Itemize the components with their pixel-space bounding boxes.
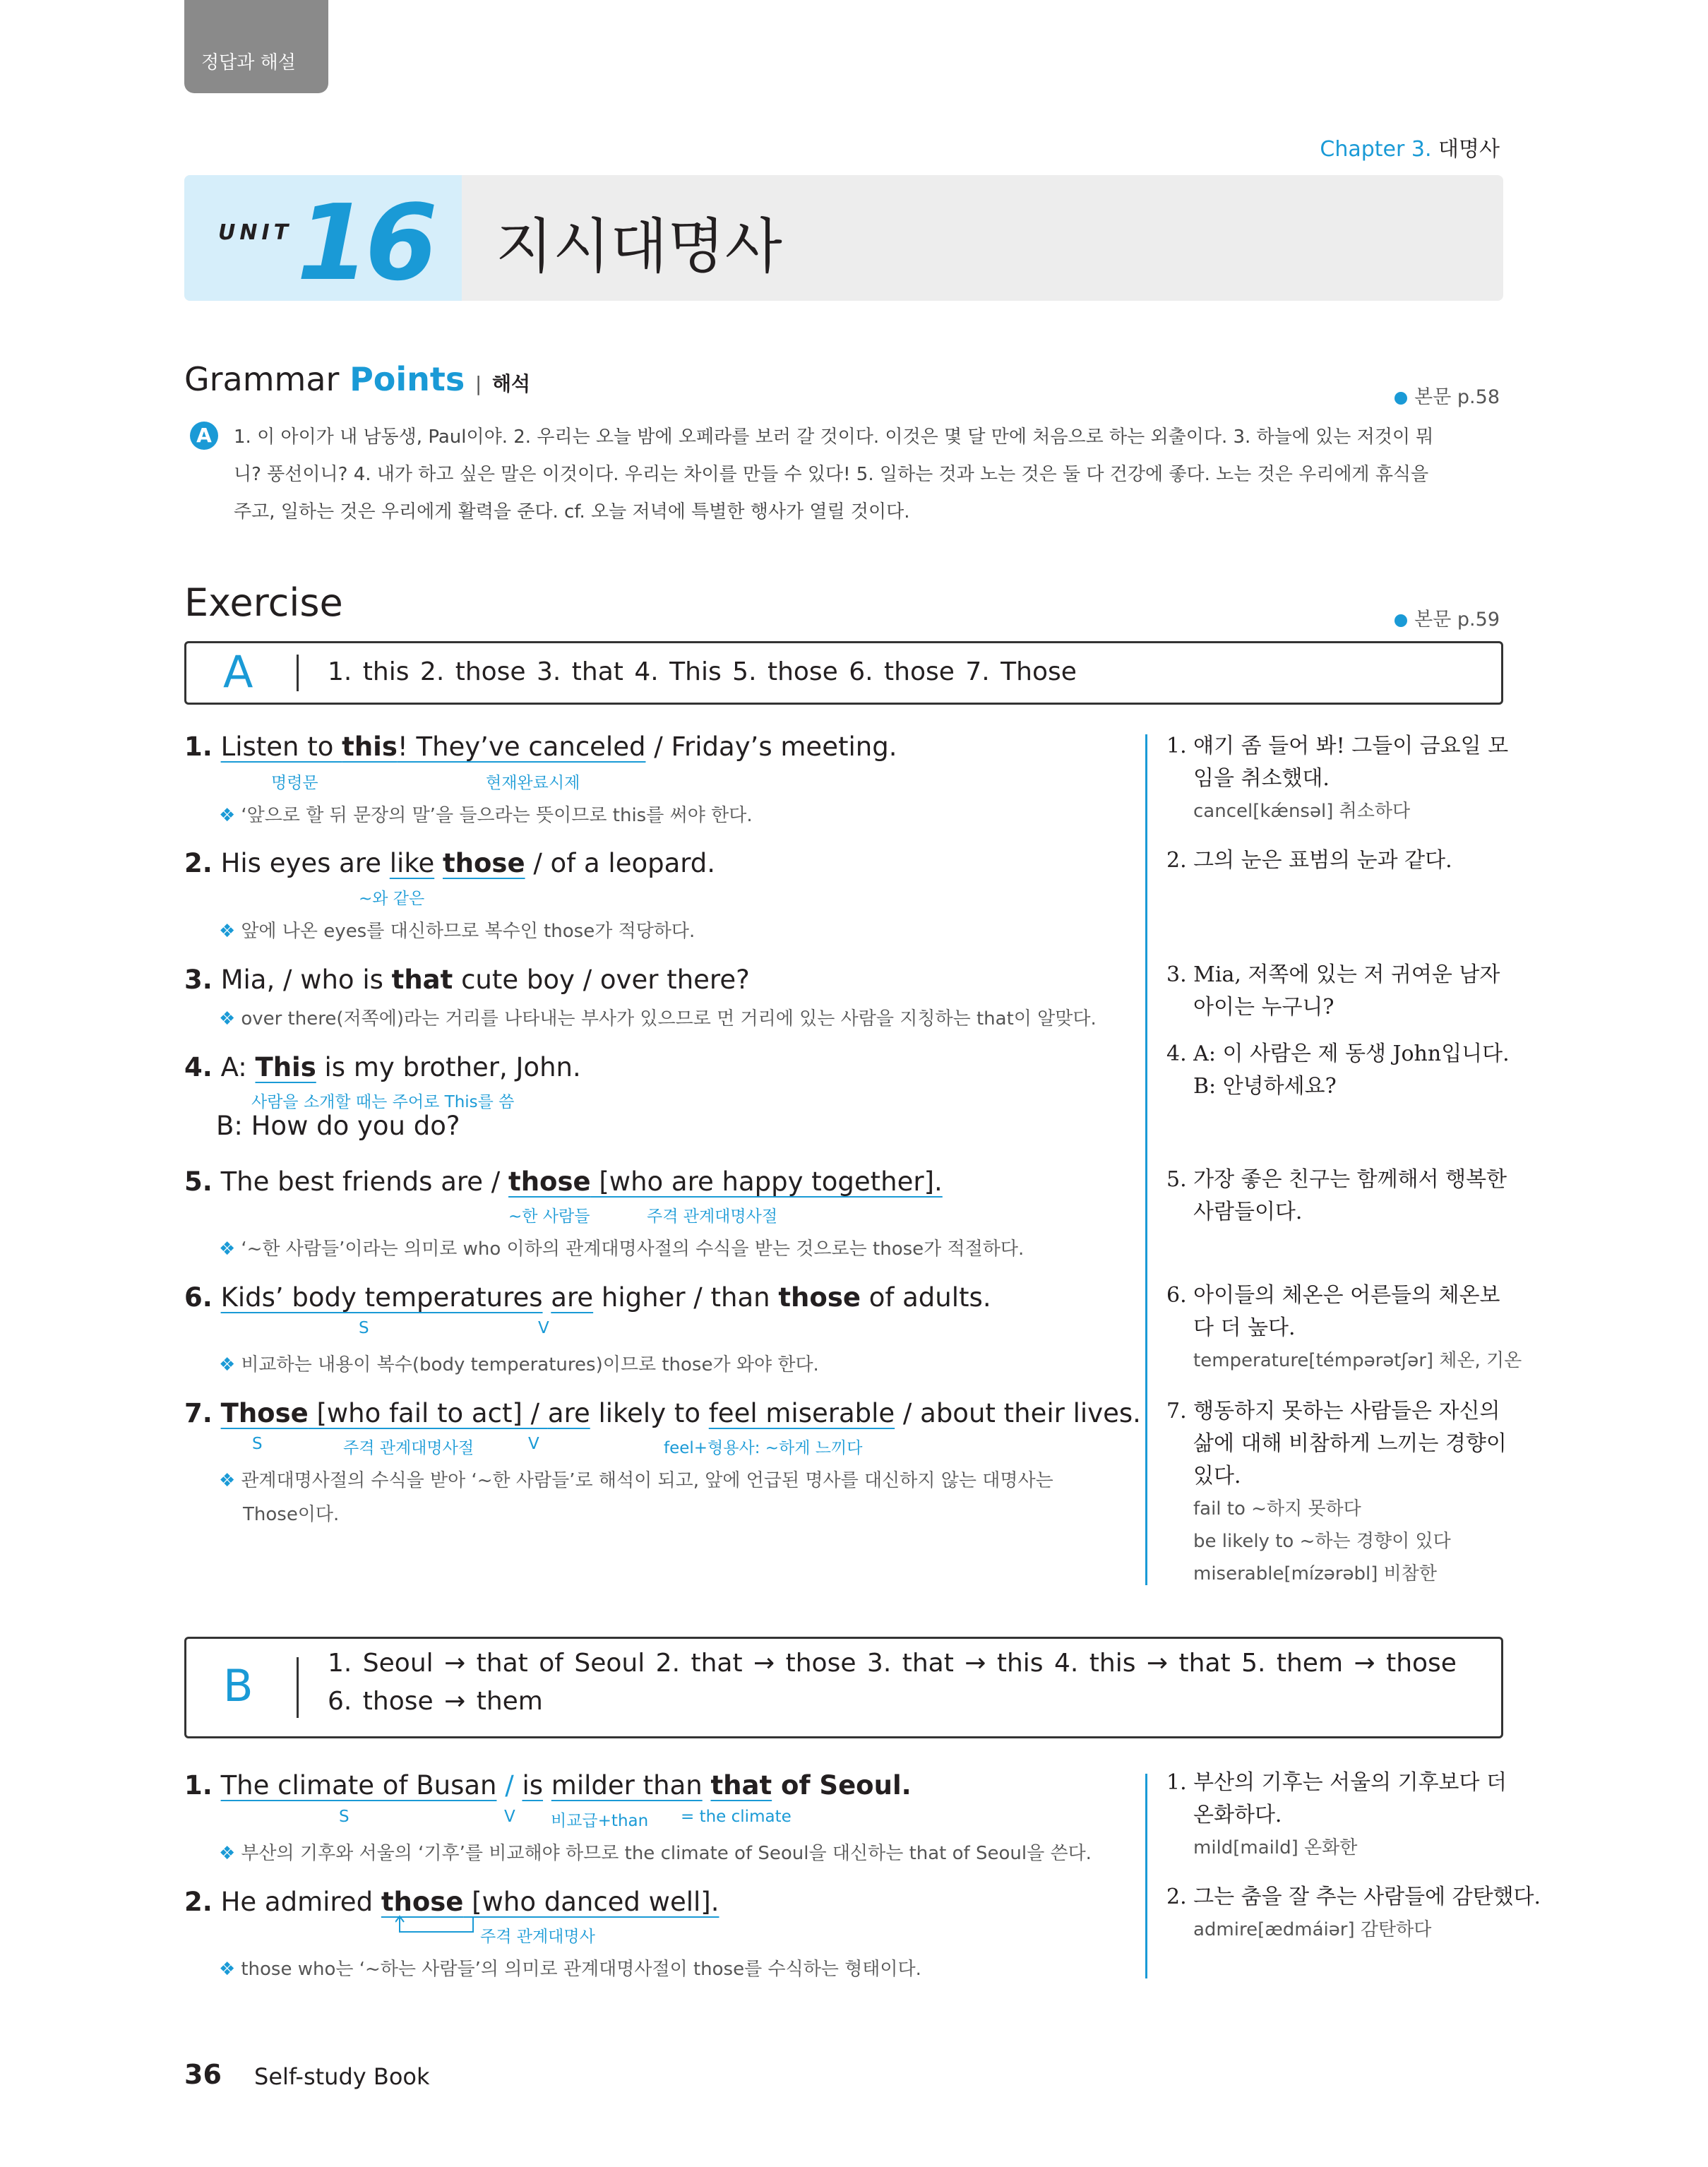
question-a-5 (184, 1166, 943, 1197)
q-verb: are (547, 1398, 590, 1428)
tr-vocab: cancel[kǽnsəl] 취소하다 (1193, 801, 1411, 822)
q-text: Mia, / who is (220, 965, 392, 995)
question-b-1 (184, 1770, 912, 1801)
question-a-3 (184, 965, 750, 995)
q-answer: those (508, 1166, 591, 1197)
q-explanation (219, 1839, 1092, 1865)
q-number: 2. (184, 848, 213, 878)
question-a-2 (184, 848, 715, 878)
diamond-bullet-icon: ❖ (219, 1008, 236, 1029)
q-text: / Friday’s meeting. (645, 732, 897, 762)
q-answer: those (778, 1282, 861, 1313)
tr-line: 6. 아이들의 체온은 어른들의 체온보 (1166, 1283, 1500, 1308)
tr-line: 다 더 높다. (1193, 1315, 1296, 1340)
q-number: 5. (184, 1166, 213, 1197)
q-note: 주격 관계대명사절 (343, 1439, 474, 1457)
tr-line: 1. 얘기 좀 들어 봐! 그들이 금요일 모 (1166, 734, 1509, 758)
q-note: = the climate (681, 1808, 792, 1826)
grammar-title-b: Points (350, 360, 465, 398)
q-explanation-cont: Those이다. (243, 1504, 340, 1525)
q-text: The best friends are / (220, 1166, 509, 1197)
q-note: V (528, 1435, 539, 1453)
tr-line: 5. 가장 좋은 친구는 함께해서 행복한 (1166, 1167, 1507, 1192)
q-exp-text: 부산의 기후와 서울의 ‘기후’를 비교해야 하므로 the climate of Seoul을 대신하는 that of Seoul을 쓴다. (241, 1843, 1092, 1864)
tr-line: 사람들이다. (1193, 1200, 1303, 1224)
q-answer: that (391, 965, 453, 995)
diamond-bullet-icon: ❖ (219, 1470, 236, 1491)
section-a-marker: A (190, 422, 218, 450)
tr-vocab: be likely to ~하는 경향이 있다 (1193, 1531, 1451, 1552)
grammar-title-sub: 해석 (491, 372, 531, 395)
question-a-1 (184, 732, 897, 762)
q-note: feel+형용사: ~하게 느끼다 (664, 1439, 863, 1457)
q-text: is my brother, John. (316, 1052, 581, 1082)
q-text: likely to (590, 1398, 709, 1428)
tr-line: 4. A: 이 사람은 제 동생 John입니다. (1166, 1041, 1510, 1066)
q-verb: is (522, 1770, 544, 1801)
q-number: 7. (184, 1398, 213, 1428)
q-text: / about their lives. (895, 1398, 1141, 1428)
bullet-dot-icon (1395, 392, 1407, 405)
tr-line: 1. 부산의 기후는 서울의 기후보다 더 (1166, 1770, 1507, 1795)
q-exp-text: 관계대명사절의 수식을 받아 ‘~한 사람들’로 해석이 되고, 앞에 언급된 명사를 대신하지 않는 대명사는 (241, 1470, 1053, 1491)
q-text: His eyes are (220, 848, 390, 878)
q-note: S (359, 1319, 369, 1337)
q-number: 2. (184, 1887, 213, 1917)
question-b-2 (184, 1887, 719, 1917)
grammar-points-title (184, 360, 530, 398)
q-subject: Kids’ body temperatures (220, 1282, 543, 1313)
tr-vocab: miserable[mízərəbl] 비참한 (1193, 1563, 1437, 1584)
q-answer: of Seoul. (772, 1770, 912, 1801)
tab-label: 정답과 해설 (201, 52, 296, 73)
translation-a-4 (1166, 1038, 1510, 1103)
answer-box-a (184, 641, 1503, 705)
grammar-line-3: 주고, 일하는 것은 우리에게 활력을 준다. cf. 오늘 저녁에 특별한 행사가 열릴 것이다. (234, 501, 910, 523)
exercise-ref-text: 본문 p.59 (1414, 609, 1500, 631)
q-verb: are (551, 1282, 594, 1313)
q-explanation (219, 1350, 819, 1376)
q-answer: that (710, 1770, 772, 1801)
tr-line: 임을 취소했대. (1193, 766, 1330, 791)
q-text: Listen to (220, 732, 342, 762)
q-number: 1. (184, 1770, 213, 1801)
q-text: milder than (551, 1770, 703, 1801)
q-note: 사람을 소개할 때는 주어로 This를 씀 (251, 1093, 515, 1111)
q-text: ! They’ve canceled (397, 732, 646, 762)
q-exp-text: those who는 ‘~하는 사람들’의 의미로 관계대명사절이 those를 수식하는 형태이다. (241, 1959, 921, 1980)
diamond-bullet-icon: ❖ (219, 1238, 236, 1260)
q-answer: this (342, 732, 398, 762)
q-answer: those (442, 848, 525, 878)
q-exp-text: ‘앞으로 할 뒤 문장의 말’을 들으라는 뜻이므로 this를 써야 한다. (241, 805, 753, 826)
translation-b-1 (1166, 1767, 1507, 1864)
q-exp-text: 앞에 나온 eyes를 대신하므로 복수인 those가 적당하다. (241, 921, 695, 942)
answer-box-a-letter: A (223, 646, 253, 698)
tr-vocab: temperature[témpərətʃər] 체온, 기온 (1193, 1350, 1522, 1371)
q-note: S (252, 1435, 263, 1453)
q-note: 명령문 (271, 774, 318, 792)
question-a-4-b: B: How do you do? (216, 1111, 460, 1141)
unit-number: 16 (297, 182, 434, 304)
q-number: 3. (184, 965, 213, 995)
tr-line: 온화하다. (1193, 1803, 1282, 1827)
answer-box-a-answers: 1. this 2. those 3. that 4. This 5. those 6. those 7. Those (328, 657, 1077, 686)
diamond-bullet-icon: ❖ (219, 805, 236, 826)
q-number: 4. (184, 1052, 213, 1082)
grammar-title-a: Grammar (184, 360, 340, 398)
footer-label: Self-study Book (254, 2063, 430, 2090)
grammar-ref-text: 본문 p.58 (1414, 386, 1500, 408)
q-note: ~와 같은 (359, 890, 425, 908)
q-text: A: (220, 1052, 256, 1082)
translation-divider-b (1145, 1774, 1147, 1978)
tr-line: B: 안녕하세요? (1193, 1074, 1337, 1099)
q-note: V (538, 1319, 549, 1337)
q-answer: Those (220, 1398, 309, 1428)
answer-box-b-answers-2: 6. those → them (328, 1687, 543, 1716)
q-slash: / (496, 1770, 522, 1801)
tr-vocab: admire[ædmáiər] 감탄하다 (1193, 1919, 1432, 1940)
q-number: 1. (184, 732, 213, 762)
q-text: He admired (220, 1887, 381, 1917)
chapter-heading (1320, 131, 1500, 162)
answer-box-b (184, 1637, 1503, 1738)
q-text: [who fail to act] / (308, 1398, 548, 1428)
arrow-connector-icon (395, 1915, 480, 1939)
q-text: cute boy / over there? (453, 965, 750, 995)
bullet-dot-icon (1395, 614, 1407, 627)
q-note: 현재완료시제 (486, 774, 580, 792)
translation-a-2: 2. 그의 눈은 표범의 눈과 같다. (1166, 848, 1452, 873)
tr-line: 삶에 대해 비참하게 느끼는 경향이 (1193, 1431, 1507, 1456)
tr-line: 7. 행동하지 못하는 사람들은 자신의 (1166, 1399, 1500, 1423)
q-text: feel miserable (708, 1398, 895, 1428)
answer-box-b-answers-1: 1. Seoul → that of Seoul 2. that → those 3. that → this 4. this → that 5. them → those (328, 1649, 1457, 1678)
diamond-bullet-icon: ❖ (219, 1843, 236, 1864)
q-text: of adults. (860, 1282, 991, 1313)
q-text: [who danced well]. (463, 1887, 719, 1917)
translation-a-7 (1166, 1395, 1507, 1590)
translation-a-5 (1166, 1164, 1507, 1229)
q-number: 6. (184, 1282, 213, 1313)
grammar-page-ref (1395, 381, 1500, 409)
grammar-line-1: 1. 이 아이가 내 남동생, Paul이야. 2. 우리는 오늘 밤에 오페라를 보러 갈 것이다. 이것은 몇 달 만에 처음으로 하는 외출이다. 3. 하늘에 있는 저것이 뭐 (234, 426, 1434, 448)
q-note: V (504, 1808, 515, 1826)
q-text: higher / than (593, 1282, 779, 1313)
question-a-4 (184, 1052, 581, 1082)
q-note: ~한 사람들 (508, 1207, 590, 1226)
tr-vocab: mild[maild] 온화한 (1193, 1837, 1358, 1858)
q-explanation (219, 1004, 1097, 1030)
question-a-7 (184, 1398, 1141, 1428)
diamond-bullet-icon: ❖ (219, 1959, 236, 1980)
translation-a-6 (1166, 1279, 1522, 1377)
q-explanation (219, 801, 753, 827)
tr-vocab: fail to ~하지 못하다 (1193, 1498, 1361, 1520)
q-exp-text: over there(저쪽에)라는 거리를 나타내는 부사가 있으므로 먼 거리에 있는 사람을 지칭하는 that이 알맞다. (241, 1008, 1097, 1029)
translation-a-3 (1166, 959, 1500, 1024)
q-explanation (219, 1234, 1024, 1260)
translation-divider-a (1145, 734, 1147, 1585)
q-answer: those (381, 1887, 464, 1917)
q-exp-text: 비교하는 내용이 복수(body temperatures)이므로 those가 와야 한다. (241, 1354, 819, 1375)
translation-a-1 (1166, 730, 1508, 828)
unit-title: 지시대명사 (496, 212, 782, 281)
q-explanation (219, 917, 695, 943)
q-answer: This (255, 1052, 316, 1082)
header-tab (184, 0, 328, 93)
page-number: 36 (184, 2059, 222, 2090)
tr-line: 있다. (1193, 1464, 1241, 1488)
q-text: [who are happy together]. (590, 1166, 943, 1197)
q-text: like (389, 848, 435, 878)
q-exp-text: ‘~한 사람들’이라는 의미로 who 이하의 관계대명사절의 수식을 받는 것으로는 those가 적절하다. (241, 1238, 1025, 1260)
tr-line: 3. Mia, 저쪽에 있는 저 귀여운 남자 (1166, 962, 1500, 987)
exercise-title: Exercise (184, 580, 343, 625)
diamond-bullet-icon: ❖ (219, 921, 236, 942)
tr-line: 아이는 누구니? (1193, 995, 1334, 1020)
tr-line: 2. 그는 춤을 잘 추는 사람들에 감탄했다. (1166, 1885, 1541, 1909)
grammar-line-2: 니? 풍선이니? 4. 내가 하고 싶은 말은 이것이다. 우리는 차이를 만들 수 있다! 5. 일하는 것과 노는 것은 둘 다 건강에 좋다. 노는 것은 우리에게 휴식을 (234, 464, 1429, 485)
grammar-title-sep: | (474, 372, 482, 395)
translation-b-2 (1166, 1881, 1541, 1946)
question-a-6 (184, 1282, 991, 1313)
q-text: / of a leopard. (525, 848, 716, 878)
q-explanation (219, 1954, 921, 1981)
q-explanation (219, 1466, 1053, 1492)
answer-box-divider (297, 655, 299, 691)
q-note: S (339, 1808, 350, 1826)
q-note: 주격 관계대명사 (480, 1928, 595, 1946)
chapter-prefix: Chapter 3. (1320, 137, 1432, 162)
diamond-bullet-icon: ❖ (219, 1354, 236, 1375)
exercise-page-ref (1395, 604, 1500, 631)
answer-box-b-letter: B (223, 1660, 253, 1712)
q-note: 비교급+than (551, 1812, 649, 1830)
answer-box-divider (297, 1657, 299, 1718)
q-note: 주격 관계대명사절 (647, 1207, 778, 1226)
unit-word: UNIT (218, 220, 293, 245)
chapter-title: 대명사 (1438, 137, 1500, 162)
q-subject: The climate of Busan (220, 1770, 497, 1801)
